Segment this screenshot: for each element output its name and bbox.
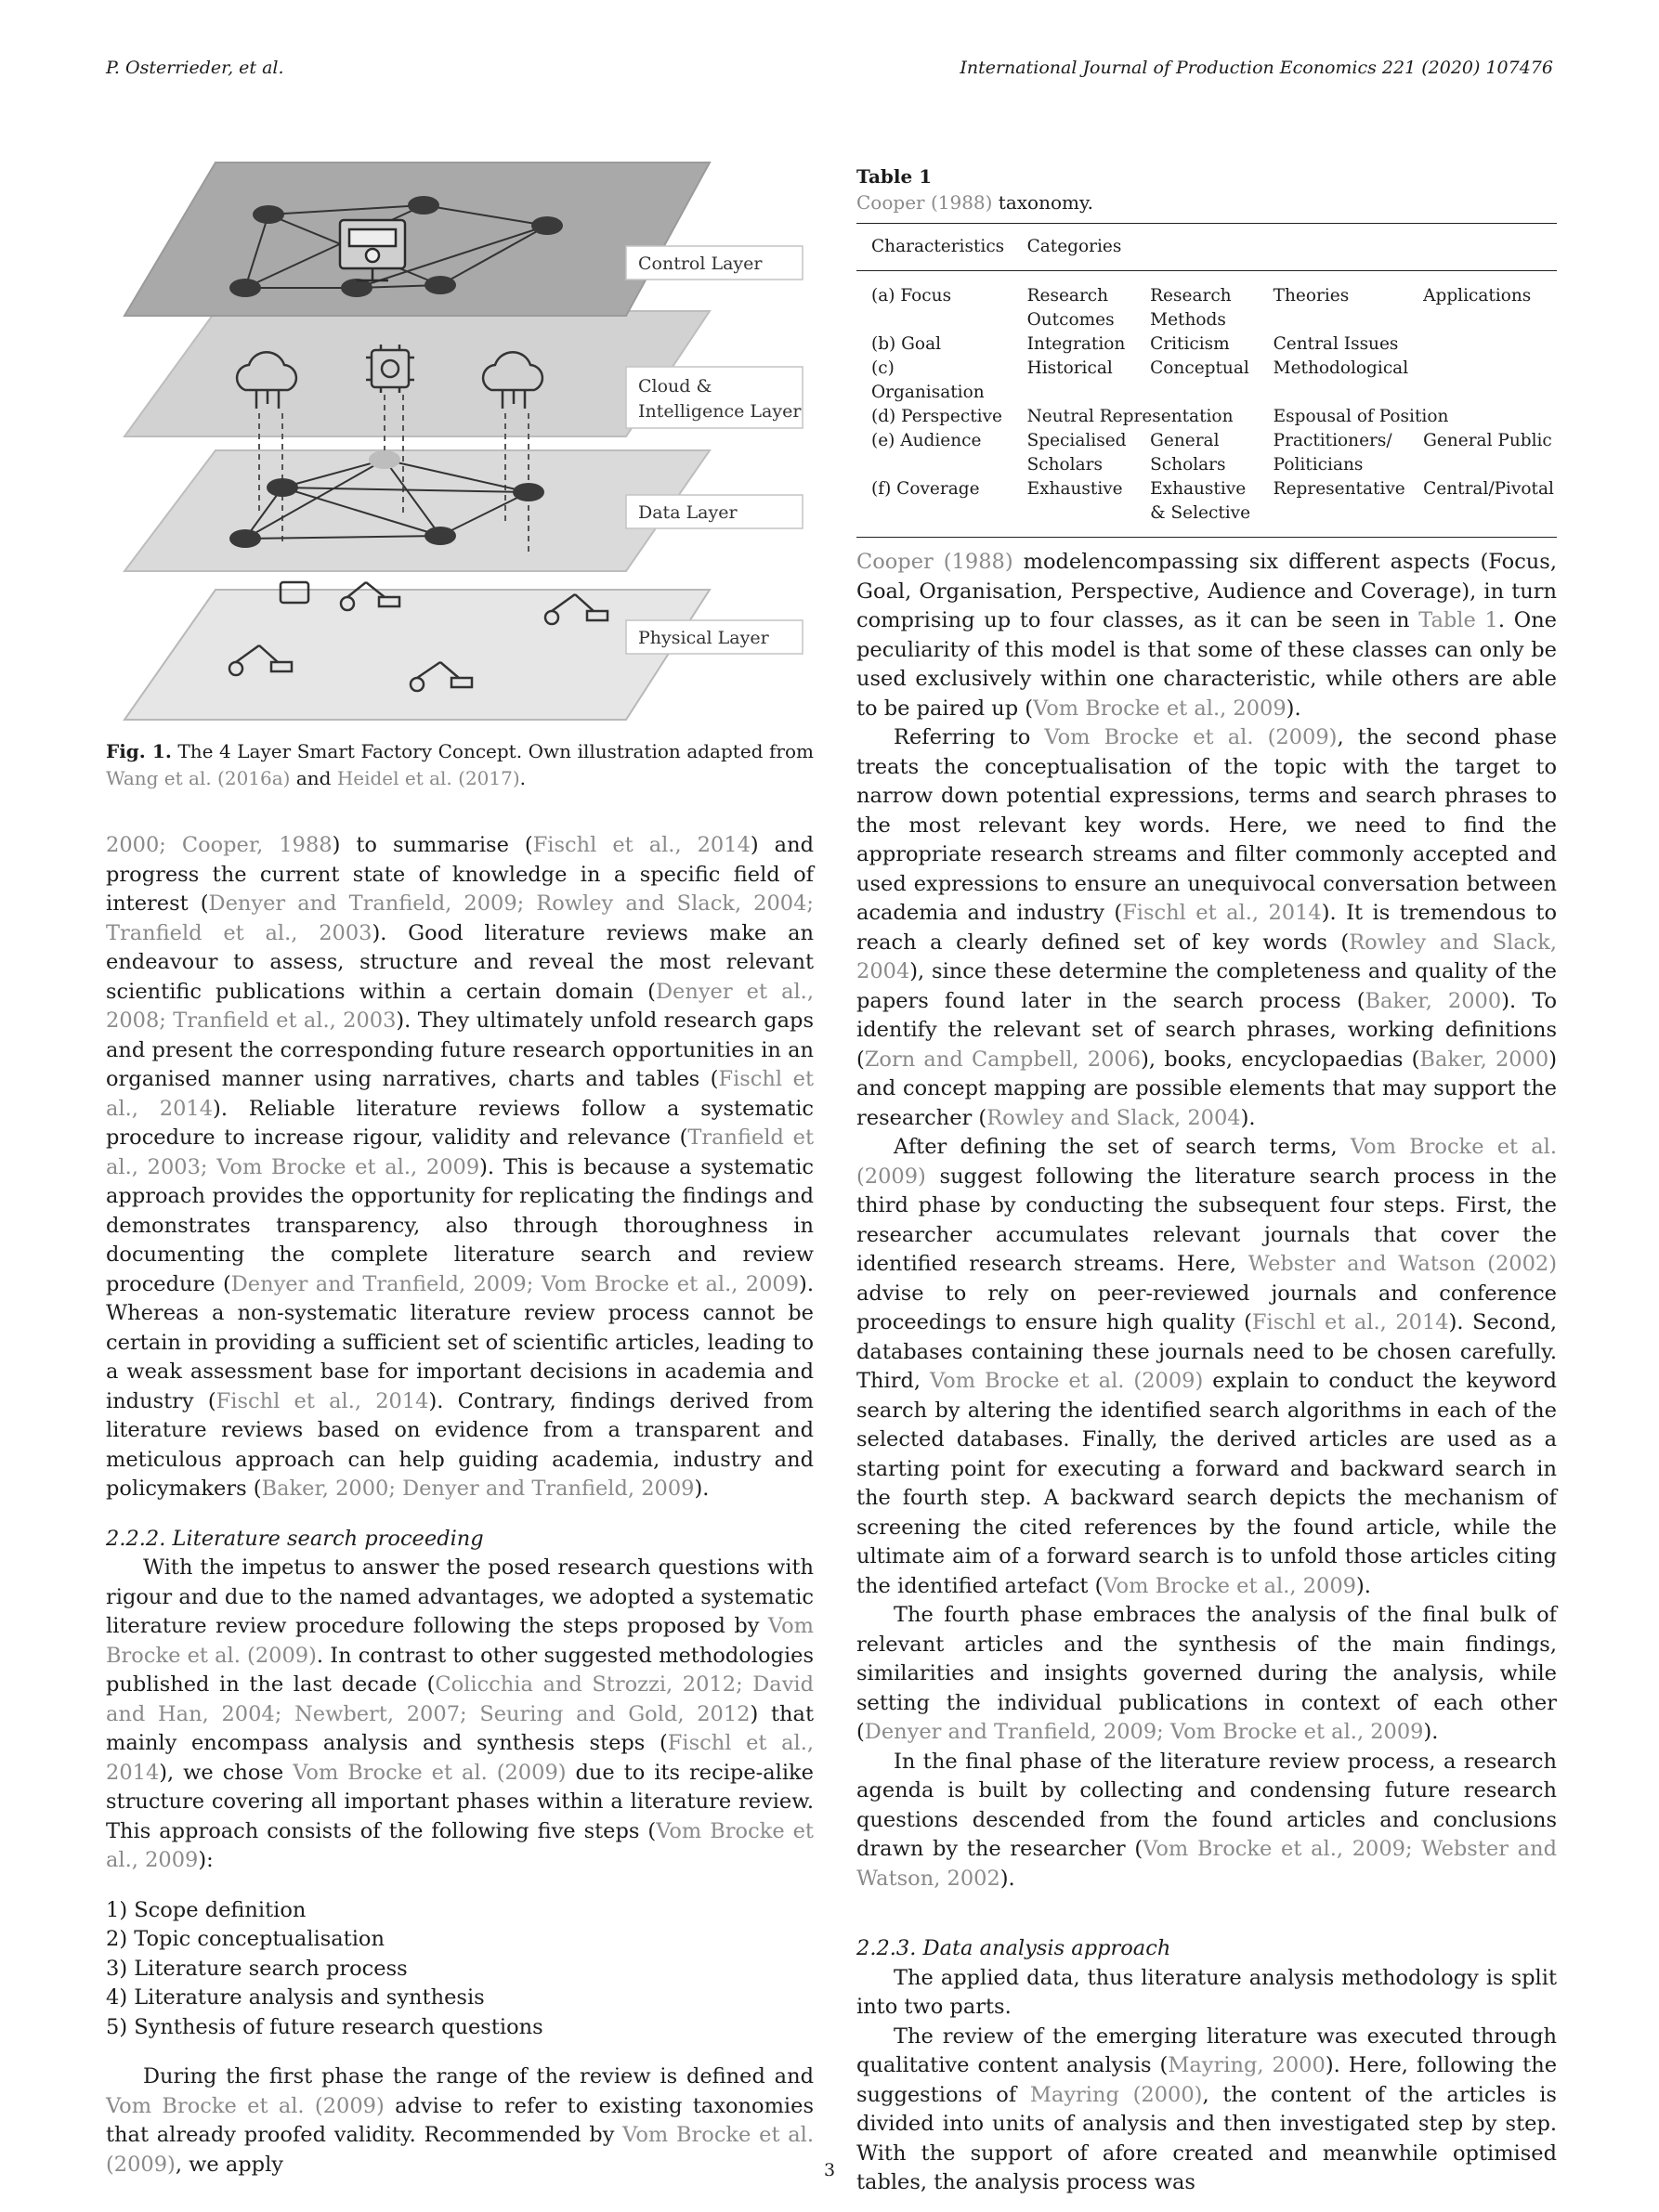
smart-factory-layers-diagram	[106, 153, 814, 734]
text-run: . In contrast to other suggested methodologies published in the last decade (	[106, 1643, 815, 1697]
citation-link[interactable]: Denyer and Tranfield, 2009; Rowley and Slack, 2004; Tranfield et al., 2003	[106, 891, 814, 945]
paragraph	[856, 1601, 1557, 1748]
control-layer-label	[626, 246, 803, 280]
citation-link[interactable]: Mayring (2000)	[1029, 2082, 1203, 2107]
text-run: ).	[1423, 1720, 1439, 1744]
citation-link[interactable]: Vom Brocke et al. (2009)	[929, 1369, 1204, 1393]
citation-link[interactable]: Rowley and Slack, 2004	[986, 1105, 1241, 1130]
data-layer-plane	[124, 450, 710, 571]
text-run: ). They ultimately unfold research gaps and present the corresponding future research opportunities in an organised manner using narratives, charts and tables (	[106, 1008, 815, 1091]
citation-link[interactable]: Table 1	[1418, 608, 1498, 632]
paragraph	[856, 548, 1557, 723]
physical-layer-plane	[124, 590, 710, 720]
table-row: (a) Focus Research Outcomes Research Methods Theories Applications	[871, 286, 1532, 330]
text-run: ) and concept mapping are possible elements that may support the researcher (	[856, 1047, 1557, 1130]
cloud-layer-label	[626, 367, 803, 428]
citation-link[interactable]: Baker, 2000	[1365, 988, 1502, 1013]
text-run: ) that mainly encompass analysis and synthesis steps (	[106, 1701, 814, 1755]
paragraph	[856, 1964, 1557, 2023]
text-run: ) to summarise (	[332, 833, 533, 857]
list-item: 4) Literature analysis and synthesis	[106, 1985, 485, 2010]
physical-layer-label	[626, 620, 803, 654]
table-row: (f) Coverage Exhaustive Exhaustive & Selective Representative Central/Pivotal	[856, 477, 1557, 538]
citation-link[interactable]: Zorn and Campbell, 2006	[864, 1047, 1142, 1072]
text-run: advise to rely on peer-reviewed journals and conference proceedings to ensure high quality (	[856, 1281, 1557, 1334]
text-run: ). Here, following the suggestions of	[856, 2053, 1558, 2107]
table-row: (b) Goal Integration Criticism Central Issues	[871, 334, 1399, 354]
citation-link[interactable]: Fischl et al., 2014	[106, 1731, 814, 1785]
figure-caption: Fig. 1. The 4 Layer Smart Factory Concept. Own illustration adapted from Wang et al. (2016a) and Heidel et al. (2017).	[106, 740, 814, 789]
citation-link[interactable]: Fischl et al., 2014	[216, 1388, 429, 1413]
citation-link[interactable]: Fischl et al., 2014	[1251, 1310, 1449, 1334]
text-run: , the second phase treats the conceptualisation of the topic with the target to narrow down potential expressions, terms and search phrases to the most relevant key words. Here, we need to find the appropriate research streams and filter commonly accepted and used expressions to ensure an unequivocal conversation between academia and industry (	[856, 725, 1558, 925]
text-run: explain to conduct the keyword search by altering the identified search algorithms in each of the selected databases. Finally, the derived articles are used as a starting point for executing a forward and backward search in the fourth step. A backward search depicts the mechanism of screening the cited references by the found article, while the ultimate aim of a forward search is to unfold those articles citing the identified artefact (	[856, 1369, 1557, 1598]
citation-link[interactable]: 2000; Cooper, 1988	[106, 833, 333, 857]
svg-text:Intelligence Layer: Intelligence Layer	[638, 401, 802, 422]
cloud-layer-plane	[124, 311, 710, 436]
text-run: , we apply	[175, 2152, 283, 2177]
text-run: ).	[999, 1866, 1015, 1891]
svg-text:Data Layer: Data Layer	[638, 502, 738, 523]
text-run: ).	[1286, 696, 1301, 721]
citation-link[interactable]: Vom Brocke et al. (2009)	[856, 1135, 1558, 1189]
figure-1	[106, 153, 814, 737]
citation-link[interactable]: Baker, 2000; Denyer and Tranfield, 2009	[261, 1477, 695, 1501]
list-item: 2) Topic conceptualisation	[106, 1927, 385, 1951]
citation-link[interactable]: Mayring, 2000	[1168, 2053, 1326, 2077]
page-number: 3	[823, 2160, 836, 2180]
table-header: Categories	[1012, 224, 1136, 271]
citation-link[interactable]: Vom Brocke et al., 2009	[106, 1818, 814, 1872]
list-item: 1) Scope definition	[106, 1897, 307, 1922]
data-layer-label	[626, 495, 803, 528]
citation-link[interactable]: Vom Brocke et al., 2009	[1103, 1573, 1356, 1598]
table-row: (e) Audience Specialised Scholars General Scholars Practitioners/ Politicians General Public	[871, 431, 1552, 475]
text-run: Referring to	[894, 725, 1045, 749]
text-run: ), we chose	[159, 1760, 294, 1785]
citation-link[interactable]: Colicchia and Strozzi, 2012; David and Han, 2004; Newbert, 2007; Seuring and Gold, 2012	[106, 1672, 815, 1726]
citation-link[interactable]: Fischl et al., 2014	[106, 1067, 814, 1121]
citation-link[interactable]: Rowley and Slack, 2004	[856, 930, 1557, 983]
citation-link[interactable]: Vom Brocke et al. (2009)	[293, 1760, 567, 1785]
text-run: ).	[1355, 1573, 1371, 1598]
text-run: ). Whereas a non-systematic literature review process cannot be certain in providing a sufficient set of scientific articles, leading to a weak assessment base for important decisions in academia and industry (	[106, 1271, 814, 1413]
text-run: ). This is because a systematic approach provides the opportunity for replicating the findings and demonstrates transparency, also through thoroughness in documenting the complete literature search and review procedure (	[106, 1154, 814, 1296]
running-head-journal: International Journal of Production Economics 221 (2020) 107476	[960, 58, 1553, 78]
svg-text:Physical Layer: Physical Layer	[638, 628, 769, 648]
text-run: In the final phase of the literature review process, a research agenda is built by collecting and condensing future research questions descended from the found articles and conclusions drawn by the researcher (	[856, 1749, 1557, 1861]
citation-link[interactable]: Vom Brocke et al. (2009)	[106, 2093, 385, 2118]
table-row: (d) Perspective Neutral Representation Espousal of Position	[871, 407, 1449, 426]
text-run: ). Reliable literature reviews follow a systematic procedure to increase rigour, validity and relevance (	[106, 1096, 814, 1150]
citation-link[interactable]: Fischl et al., 2014	[1122, 901, 1322, 925]
citation-link[interactable]: Fischl et al., 2014	[532, 833, 751, 857]
steps-list	[106, 1896, 814, 2043]
text-run: ), books, encyclopaedias (	[1141, 1047, 1420, 1072]
text-run: ), since these determine the completeness and quality of the papers found later in the search process (	[856, 959, 1557, 1013]
left-column-text	[106, 831, 814, 2179]
text-run: The fourth phase embraces the analysis of the final bulk of relevant articles and the synthesis of the main findings, similarities and insights governed during the analysis, while setting the individual publications in context of each other (	[856, 1603, 1557, 1744]
text-run: ). Second, databases containing these journals need to be chosen carefully. Third,	[856, 1310, 1557, 1393]
citation-link[interactable]: Denyer et al., 2008; Tranfield et al., 2003	[106, 979, 814, 1033]
citation-link[interactable]: Baker, 2000	[1419, 1047, 1549, 1072]
text-run: ).	[694, 1477, 710, 1501]
text-run: ):	[198, 1848, 214, 1872]
citation-link[interactable]: Cooper (1988)	[856, 550, 1013, 574]
text-run: ).	[1240, 1105, 1256, 1130]
citation-link[interactable]: Vom Brocke et al., 2009	[1033, 696, 1287, 721]
svg-text:Control Layer: Control Layer	[638, 254, 763, 274]
citation-link[interactable]: Denyer and Tranfield, 2009; Vom Brocke et al., 2009	[864, 1720, 1424, 1744]
table-title: Table 1	[856, 165, 933, 188]
table-row: (c) Organisation Historical Conceptual Methodological	[871, 358, 1409, 402]
table-header: Characteristics	[856, 224, 1012, 271]
running-head-authors: P. Osterrieder, et al.	[106, 58, 284, 78]
text-run: ). Contrary, findings derived from literature reviews based on evidence from a transparent and meticulous approach can help guiding academia, industry and policymakers (	[106, 1388, 814, 1501]
text-run: After defining the set of search terms,	[894, 1135, 1351, 1159]
citation-link[interactable]: Vom Brocke et al., 2009; Webster and Watson, 2002	[856, 1837, 1557, 1891]
text-run: . One peculiarity of this model is that some of these classes can only be used exclusively within one characteristic, while others are able to be paired up (	[856, 608, 1557, 721]
svg-text:Cloud &: Cloud &	[638, 376, 712, 397]
paragraph	[856, 1748, 1557, 1894]
table-1	[856, 163, 1557, 538]
text-run: ). Good literature reviews make an endeavour to assess, structure and reveal the most relevant scientific publications within a certain domain (	[106, 920, 814, 1004]
paragraph	[106, 831, 814, 1504]
text-run: , the content of the articles is divided into units of analysis and then investigated step by step. With the support of afore created and meanwhile optimised tables, the analysis process was	[856, 2082, 1557, 2194]
citation-link[interactable]: Denyer and Tranfield, 2009; Vom Brocke et al., 2009	[230, 1271, 800, 1296]
section-heading: 2.2.2. Literature search proceeding	[106, 1526, 484, 1551]
paragraph	[106, 1554, 814, 1876]
caption-citation[interactable]: Wang et al. (2016a)	[106, 767, 291, 789]
table-subtitle: Cooper (1988) taxonomy.	[856, 191, 1093, 214]
citation-link[interactable]: Vom Brocke et al. (2009)	[1044, 725, 1338, 749]
control-layer-plane	[124, 163, 710, 316]
text-run: The applied data, thus literature analysis methodology is split into two parts.	[856, 1965, 1557, 2019]
citation-link[interactable]: Vom Brocke et al. (2009)	[106, 2123, 815, 2177]
caption-citation[interactable]: Heidel et al. (2017)	[336, 767, 520, 789]
text-run: advise to refer to existing taxonomies that already proofed validity. Recommended by	[106, 2093, 814, 2147]
citation-link[interactable]: Vom Brocke et al. (2009)	[106, 1614, 814, 1668]
caption-label: Fig. 1.	[106, 740, 172, 762]
citation-link[interactable]: Webster and Watson (2002)	[1248, 1252, 1557, 1276]
right-column-text	[856, 548, 1557, 2198]
text-run: The review of the emerging literature was executed through qualitative content analysis (	[856, 2023, 1557, 2077]
taxonomy-table	[856, 223, 1557, 538]
text-run: due to its recipe-alike structure covering all important phases within a literature review. This approach consists of the following five steps (	[106, 1760, 815, 1843]
text-run: ). It is tremendous to reach a clearly defined set of key words (	[856, 901, 1557, 955]
text-run: modelencompassing six different aspects (Focus, Goal, Organisation, Perspective, Audience and Coverage), in turn comprising up to four classes, as it can be seen in	[856, 550, 1557, 632]
list-item: 3) Literature search process	[106, 1956, 408, 1981]
section-heading: 2.2.3. Data analysis approach	[856, 1936, 1171, 1960]
citation-link[interactable]: Tranfield et al., 2003; Vom Brocke et al., 2009	[106, 1126, 814, 1179]
list-item: 5) Synthesis of future research questions	[106, 2014, 543, 2039]
paragraph	[856, 723, 1557, 1133]
text-run: ). To identify the relevant set of search phrases, working definitions (	[856, 988, 1558, 1072]
text-run: With the impetus to answer the posed research questions with rigour and due to the named advantages, we adopted a systematic literature review procedure following the steps proposed by	[106, 1555, 814, 1638]
text-run: ) and progress the current state of knowledge in a specific field of interest (	[106, 833, 814, 916]
paragraph	[856, 1133, 1557, 1601]
text-run: During the first phase the range of the review is defined and	[143, 2064, 814, 2088]
text-run: suggest following the literature search process in the third phase by conducting the subsequent four steps. First, the researcher accumulates relevant journals that cover the identified research streams. Here,	[856, 1164, 1557, 1276]
